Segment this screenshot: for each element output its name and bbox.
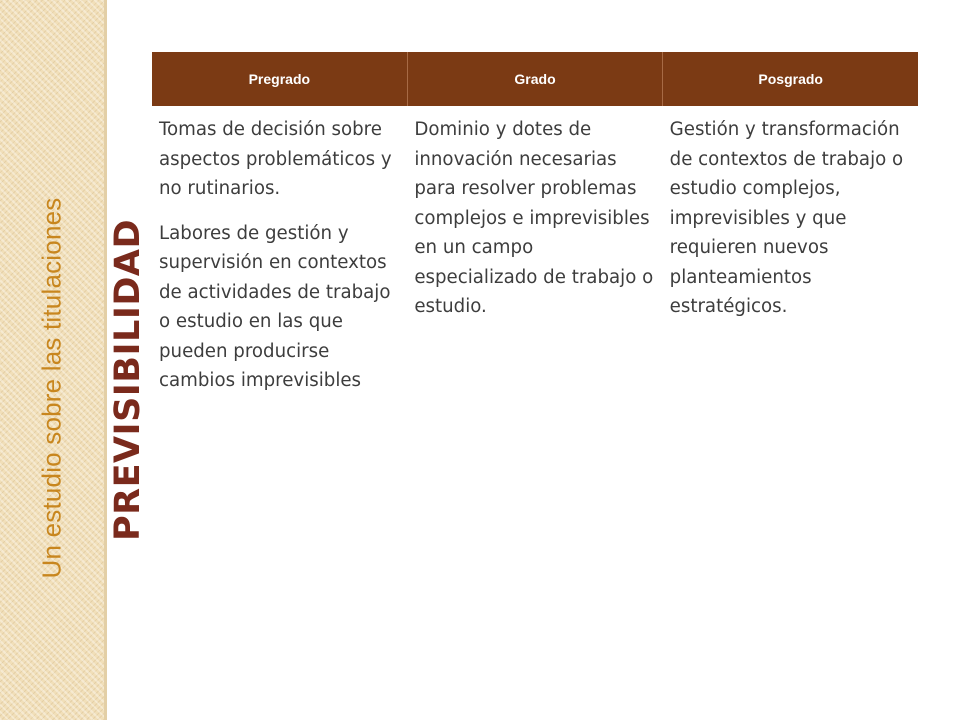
table-body-row	[152, 106, 918, 396]
cell-pregrado-paragraph-1: Tomas de decisión sobre aspectos problemáticos y no rutinarios.	[159, 119, 392, 199]
cell-pregrado	[152, 106, 407, 396]
cell-grado	[407, 106, 662, 396]
cell-pregrado-paragraph-2: Labores de gestión y supervisión en contextos de actividades de trabajo o estudio en las que pueden producirse cambios imprevisibles	[159, 222, 391, 391]
table-header-row	[152, 52, 918, 106]
series-title: Un estudio sobre las titulaciones	[36, 197, 67, 579]
side-band-edge	[104, 0, 107, 720]
cell-grado-paragraph-1: Dominio y dotes de innovación necesarias para resolver problemas complejos e imprevisibles en un campo especializado de trabajo o estudio.	[414, 119, 654, 317]
header-posgrado: Posgrado	[758, 71, 823, 87]
cell-posgrado-paragraph-1: Gestión y transformación de contextos de trabajo o estudio complejos, imprevisibles y que requieren nuevos planteamientos estratégicos.	[669, 119, 904, 317]
header-pregrado: Pregrado	[152, 52, 408, 106]
cell-posgrado	[663, 106, 918, 396]
comparison-table	[152, 52, 918, 396]
slide-title: PREVISIBILIDAD	[108, 218, 148, 542]
header-grado: Grado	[408, 52, 664, 106]
